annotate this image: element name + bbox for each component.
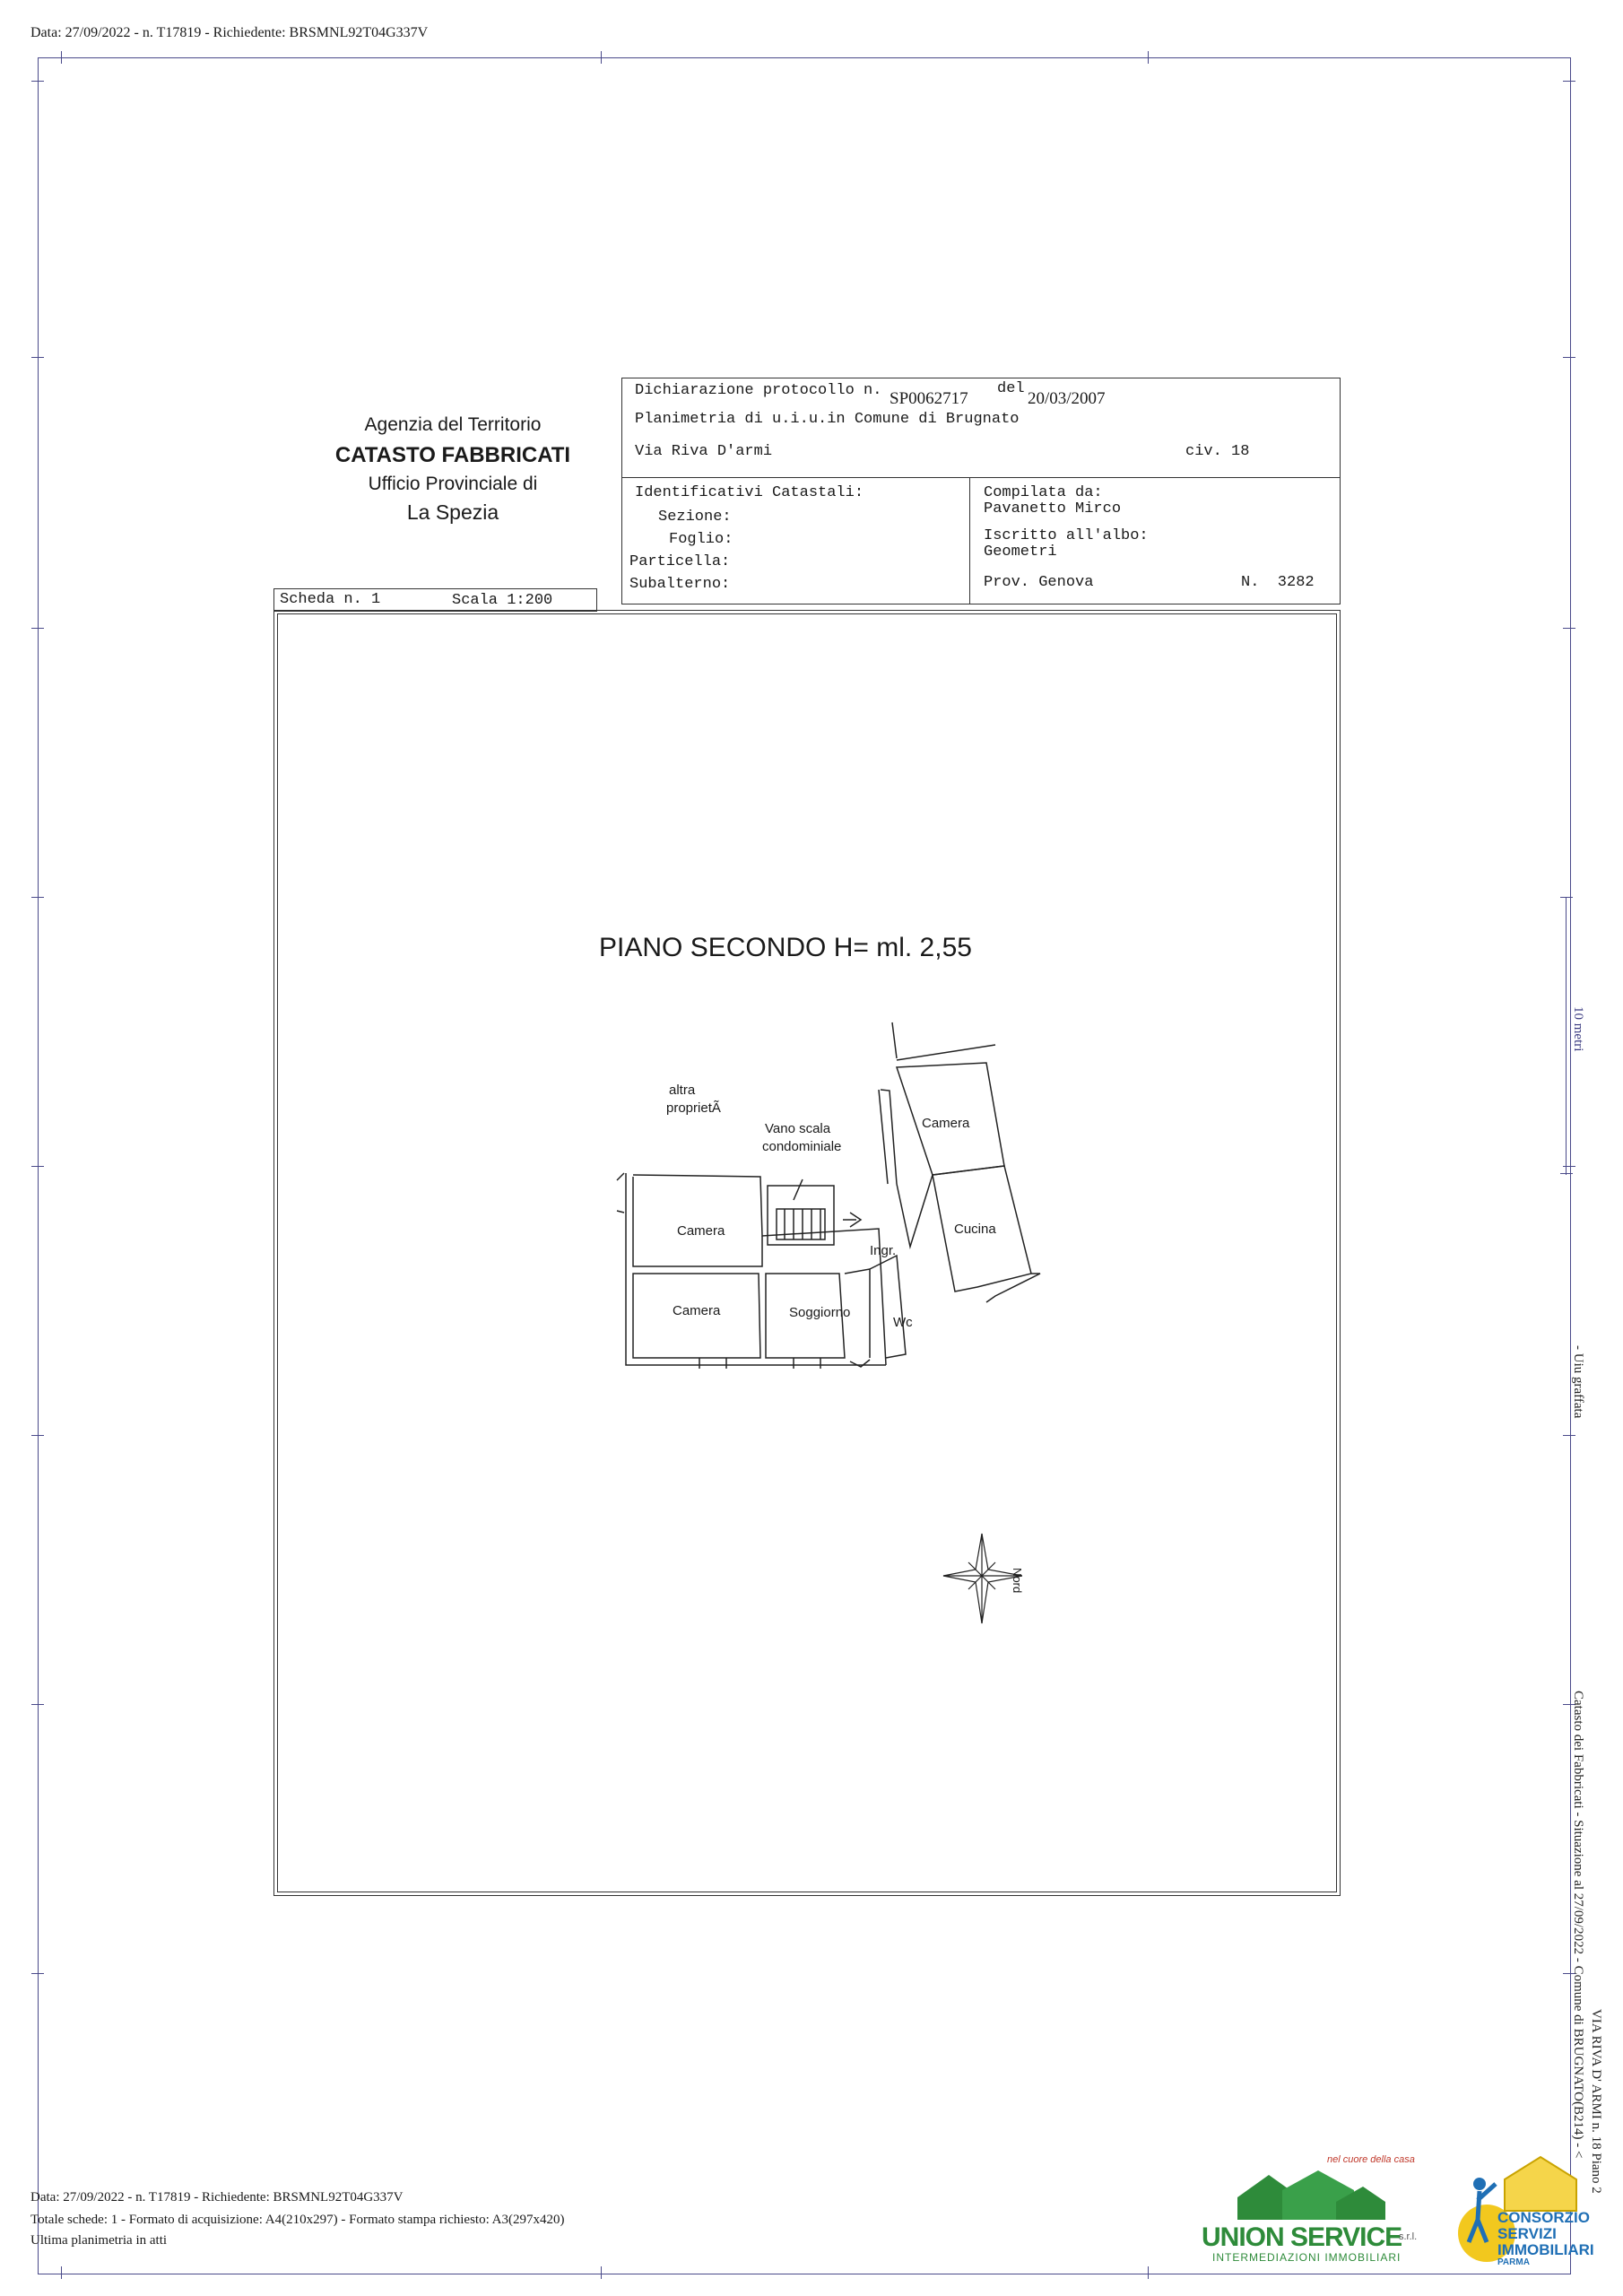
consorzio-line1: CONSORZIO: [1497, 2209, 1590, 2226]
union-title: UNION SERVICE: [1202, 2222, 1402, 2252]
protocol-date: 20/03/2007: [1028, 389, 1106, 408]
office-city: La Spezia: [406, 500, 499, 524]
union-service-logo: [1202, 2152, 1417, 2265]
union-tagline: nel cuore della casa: [1327, 2154, 1415, 2165]
room-wc: Wc: [893, 1315, 913, 1330]
uiu-graffata-label: - Uiu graffata: [1571, 1345, 1585, 1419]
floor-plan: [601, 1004, 1067, 1381]
catasto-side-line2: VIA RIVA D' ARMI n. 18 Piano 2: [1589, 2009, 1603, 2194]
consorzio-line4: PARMA: [1497, 2257, 1530, 2267]
agency-name: Agenzia del Territorio: [364, 414, 542, 435]
compiler-label: Compilata da:: [984, 484, 1103, 501]
catasto-title: CATASTO FABBRICATI: [334, 443, 571, 467]
room-altra-line1: altra: [669, 1083, 696, 1098]
scheda-box: [273, 588, 597, 612]
room-camera-nw: Camera: [677, 1223, 725, 1239]
room-camera-ne: Camera: [922, 1116, 970, 1131]
scale-label: Scala 1:200: [452, 592, 553, 609]
sezione-label: Sezione:: [658, 509, 732, 526]
room-vano-line2: condominiale: [762, 1139, 842, 1154]
union-subtitle: INTERMEDIAZIONI IMMOBILIARI: [1212, 2251, 1402, 2264]
declaration-box: [621, 378, 1341, 604]
footer-line2: Totale schede: 1 - Formato di acquisizione: A4(210x297) - Formato stampa richiesto: A3(297x420): [30, 2213, 565, 2227]
footer-line3: Ultima planimetria in atti: [30, 2233, 168, 2248]
protocol-label: Dichiarazione protocollo n.: [635, 382, 882, 399]
plan-line: Planimetria di u.i.u.in Comune di Brugnato: [635, 411, 1020, 428]
header-top-line: Data: 27/09/2022 - n. T17819 - Richiedente: BRSMNL92T04G337V: [30, 25, 429, 40]
address: Via Riva D'armi: [635, 443, 773, 460]
albo-number: N. 3282: [1241, 574, 1315, 591]
compiler-name: Pavanetto Mirco: [984, 500, 1122, 517]
room-camera-sw: Camera: [673, 1303, 721, 1318]
scale-bar-label: 10 metri: [1571, 1006, 1585, 1052]
foglio-label: Foglio:: [669, 531, 733, 548]
identifiers-title: Identificativi Catastali:: [635, 484, 864, 501]
scale-bar-top-tick: [1560, 897, 1573, 898]
room-ingresso: Ingr.: [870, 1243, 897, 1258]
albo-label: Iscritto all'albo:: [984, 527, 1149, 544]
consorzio-line2: SERVIZI: [1497, 2225, 1557, 2242]
scale-bar-bottom-tick: [1560, 1173, 1573, 1174]
particella-label: Particella:: [629, 553, 731, 570]
consorzio-logo: [1451, 2148, 1594, 2269]
footer-line1: Data: 27/09/2022 - n. T17819 - Richiedente: BRSMNL92T04G337V: [30, 2190, 404, 2205]
union-srl: s.r.l.: [1399, 2231, 1418, 2242]
agency-block: [318, 414, 587, 525]
protocol-number: SP0062717: [890, 389, 968, 408]
civic-number: civ. 18: [1185, 443, 1250, 460]
plan-title: PIANO SECONDO H= ml. 2,55: [599, 933, 972, 962]
room-cucina: Cucina: [954, 1222, 996, 1237]
del-label: del: [997, 380, 1025, 397]
albo-value: Geometri: [984, 544, 1057, 561]
scale-bar: [1566, 897, 1567, 1175]
office-label: Ufficio Provinciale di: [368, 474, 538, 494]
room-altra-line2: proprietÃ: [666, 1100, 721, 1116]
room-vano-line1: Vano scala: [765, 1121, 831, 1136]
catasto-side-line1: Catasto dei Fabbricati - Situazione al 27/09/2022 - Comune di BRUGNATO(B214) - <: [1571, 1691, 1585, 2159]
subalterno-label: Subalterno:: [629, 576, 731, 593]
consorzio-line3: IMMOBILIARI: [1497, 2241, 1594, 2258]
union-house-icon: [1228, 2170, 1390, 2224]
north-label: Nord: [1011, 1568, 1024, 1594]
scheda-label: Scheda n. 1: [280, 591, 381, 608]
province: Prov. Genova: [984, 574, 1094, 591]
room-soggiorno: Soggiorno: [789, 1305, 851, 1320]
